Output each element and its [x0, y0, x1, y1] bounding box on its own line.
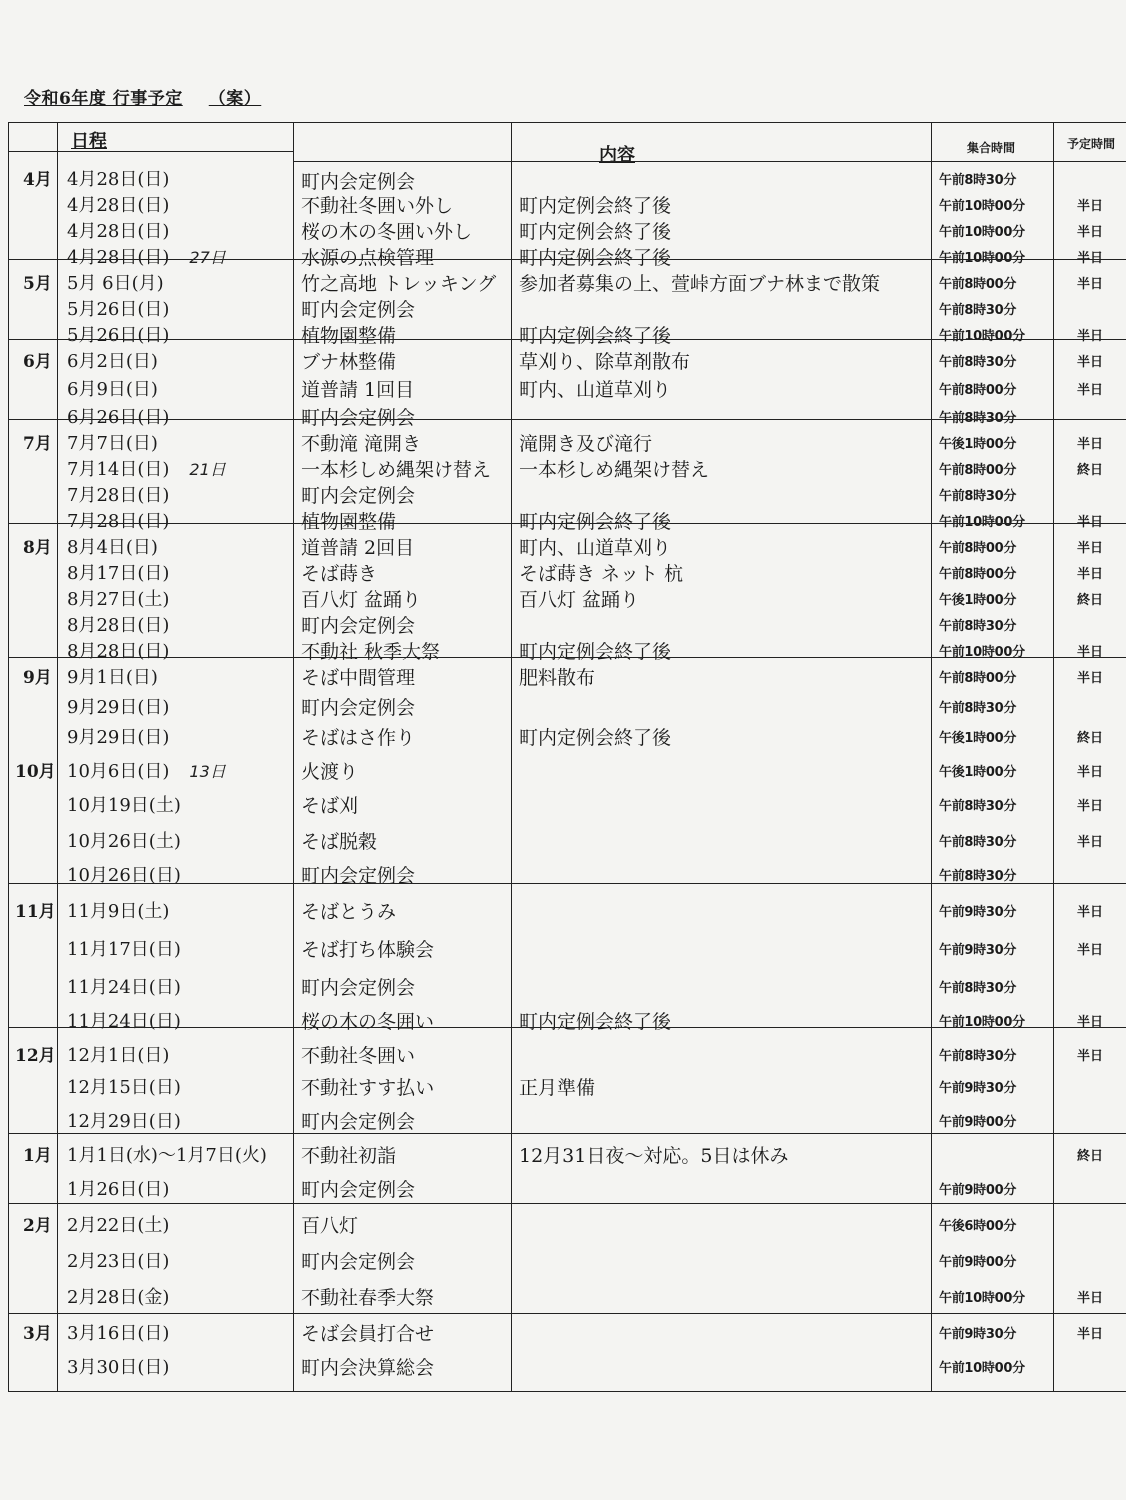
- event-name: 桜の木の冬囲い外し: [301, 221, 473, 243]
- event-name: そばはさ作り: [301, 727, 416, 749]
- column-divider: [293, 123, 294, 1391]
- month-divider: [9, 339, 1126, 340]
- gather-time: 午前9時30分: [939, 905, 1017, 920]
- event-name: そばとうみ: [301, 901, 397, 923]
- planned-duration: 半日: [1077, 1049, 1104, 1064]
- gather-time: 午前8時30分: [939, 173, 1017, 188]
- title-text: 令和6年度 行事予定: [24, 89, 183, 109]
- date-cell: 9月1日(日): [67, 667, 158, 688]
- date-cell: 5月26日(日): [67, 299, 170, 320]
- month-divider: [9, 259, 1126, 260]
- planned-duration: 半日: [1077, 355, 1104, 370]
- header-gather-time: 集合時間: [967, 141, 1016, 155]
- date-cell: 2月22日(土): [67, 1215, 170, 1236]
- date-cell: 11月24日(日): [67, 1011, 181, 1032]
- event-name: 不動滝 滝開き: [301, 433, 422, 455]
- planned-duration: 半日: [1077, 541, 1104, 556]
- gather-time: 午前8時30分: [939, 411, 1017, 426]
- event-detail: 町内定例会終了後: [519, 727, 672, 749]
- date-cell: 8月28日(日): [67, 615, 170, 636]
- date-cell: 4月28日(日) 27日: [67, 247, 226, 268]
- event-name: 百八灯: [301, 1215, 359, 1237]
- gather-time: 午前8時00分: [939, 277, 1017, 292]
- gather-time: 午前8時30分: [939, 489, 1017, 504]
- gather-time: 午前9時30分: [939, 1081, 1017, 1096]
- planned-duration: 半日: [1077, 765, 1104, 780]
- month-label: 1月: [23, 1146, 52, 1166]
- event-detail: 一本杉しめ縄架け替え: [519, 459, 710, 481]
- date-cell: 11月17日(日): [67, 939, 181, 960]
- planned-duration: 終日: [1077, 1149, 1104, 1164]
- event-detail: 町内、山道草刈り: [519, 379, 672, 401]
- planned-duration: 半日: [1077, 225, 1104, 240]
- gather-time: 午前8時30分: [939, 355, 1017, 370]
- month-label: 3月: [23, 1324, 52, 1344]
- gather-time: 午前8時00分: [939, 383, 1017, 398]
- event-name: 桜の木の冬囲い: [301, 1011, 435, 1033]
- date-cell: 7月28日(日): [67, 511, 170, 532]
- planned-duration: 半日: [1077, 943, 1104, 958]
- event-name: そば中間管理: [301, 667, 416, 689]
- event-detail: 町内定例会終了後: [519, 325, 672, 347]
- date-cell: 10月26日(土): [67, 831, 181, 852]
- date-cell: 5月26日(日): [67, 325, 170, 346]
- month-label: 10月: [15, 762, 56, 782]
- date-cell: 8月27日(土): [67, 589, 170, 610]
- month-label: 6月: [23, 352, 52, 372]
- column-divider: [931, 123, 932, 1391]
- month-label: 8月: [23, 538, 52, 558]
- date-cell: 6月9日(日): [67, 379, 158, 400]
- gather-time: 午前9時00分: [939, 1115, 1017, 1130]
- gather-time: 午前8時30分: [939, 1049, 1017, 1064]
- month-divider: [9, 1203, 1126, 1204]
- date-cell: 10月19日(土): [67, 795, 181, 816]
- date-cell: 9月29日(日): [67, 727, 170, 748]
- planned-duration: 半日: [1077, 567, 1104, 582]
- gather-time: 午前8時00分: [939, 567, 1017, 582]
- header-planned-time: 予定時間: [1067, 137, 1116, 151]
- month-divider: [9, 1133, 1126, 1134]
- planned-duration: 終日: [1077, 731, 1104, 746]
- event-detail: そば蒔き ネット 杭: [519, 563, 684, 585]
- gather-time: 午前8時00分: [939, 671, 1017, 686]
- event-name: 町内会定例会: [301, 1251, 416, 1273]
- event-name: 町内会定例会: [301, 697, 416, 719]
- date-cell: 3月30日(日): [67, 1357, 170, 1378]
- event-name: 不動社冬囲い外し: [301, 195, 454, 217]
- date-cell: 12月29日(日): [67, 1111, 181, 1132]
- planned-duration: 半日: [1077, 277, 1104, 292]
- gather-time: 午前10時00分: [939, 329, 1025, 344]
- date-cell: 1月1日(水)～1月7日(火): [67, 1145, 267, 1166]
- planned-duration: 半日: [1077, 835, 1104, 850]
- event-name: そば脱穀: [301, 831, 378, 853]
- schedule-table: [8, 122, 1126, 1392]
- gather-time: 午前8時30分: [939, 799, 1017, 814]
- gather-time: 午後1時00分: [939, 765, 1017, 780]
- date-cell: 7月14日(日) 21日: [67, 459, 226, 480]
- header-divider: [9, 151, 293, 152]
- event-name: 百八灯 盆踊り: [301, 589, 422, 611]
- column-divider: [57, 123, 58, 1391]
- event-name: 町内会定例会: [301, 615, 416, 637]
- event-name: 水源の点検管理: [301, 247, 435, 269]
- gather-time: 午前8時00分: [939, 541, 1017, 556]
- header-schedule: 日程: [71, 131, 107, 152]
- gather-time: 午後1時00分: [939, 593, 1017, 608]
- planned-duration: 半日: [1077, 799, 1104, 814]
- event-detail: 参加者募集の上、萱峠方面ブナ林まで散策: [519, 273, 881, 295]
- gather-time: 午前9時00分: [939, 1183, 1017, 1198]
- month-label: 9月: [23, 668, 52, 688]
- planned-duration: 半日: [1077, 515, 1104, 530]
- planned-duration: 終日: [1077, 463, 1104, 478]
- date-cell: 1月26日(日): [67, 1179, 170, 1200]
- event-name: そば刈: [301, 795, 359, 817]
- date-cell: 7月7日(日): [67, 433, 158, 454]
- event-name: 町内会定例会: [301, 865, 416, 887]
- event-name: そば会員打合せ: [301, 1323, 435, 1345]
- date-cell: 8月4日(日): [67, 537, 158, 558]
- event-detail: 町内定例会終了後: [519, 221, 672, 243]
- planned-duration: 半日: [1077, 1291, 1104, 1306]
- date-cell: 5月 6日(月): [67, 273, 164, 294]
- planned-duration: 半日: [1077, 671, 1104, 686]
- event-name: 町内会決算総会: [301, 1357, 435, 1379]
- event-name: そば打ち体験会: [301, 939, 435, 961]
- handwritten-correction: 13日: [189, 762, 226, 781]
- date-cell: 3月16日(日): [67, 1323, 170, 1344]
- header-divider: [293, 161, 1126, 162]
- event-name: 町内会定例会: [301, 1111, 416, 1133]
- event-name: 不動社すす払い: [301, 1077, 435, 1099]
- title-annotation: （案）: [208, 89, 262, 109]
- event-detail: 町内定例会終了後: [519, 195, 672, 217]
- date-cell: 12月15日(日): [67, 1077, 181, 1098]
- date-cell: 6月26日(日): [67, 407, 170, 428]
- planned-duration: 半日: [1077, 329, 1104, 344]
- date-cell: 10月26日(日): [67, 865, 181, 886]
- gather-time: 午前8時30分: [939, 619, 1017, 634]
- date-cell: 7月28日(日): [67, 485, 170, 506]
- gather-time: 午前8時30分: [939, 303, 1017, 318]
- header-content: 内容: [599, 145, 635, 166]
- month-label: 12月: [15, 1046, 56, 1066]
- gather-time: 午後6時00分: [939, 1219, 1017, 1234]
- column-divider: [1053, 123, 1054, 1391]
- date-cell: 6月2日(日): [67, 351, 158, 372]
- date-cell: 2月23日(日): [67, 1251, 170, 1272]
- planned-duration: 半日: [1077, 199, 1104, 214]
- event-detail: 肥料散布: [519, 667, 596, 689]
- date-cell: 8月28日(日): [67, 641, 170, 662]
- event-detail: 町内定例会終了後: [519, 641, 672, 663]
- month-label: 7月: [23, 434, 52, 454]
- event-detail: 町内定例会終了後: [519, 247, 672, 269]
- event-name: 町内会定例会: [301, 977, 416, 999]
- gather-time: 午前9時30分: [939, 943, 1017, 958]
- document-title: [24, 84, 261, 109]
- event-detail: 正月準備: [519, 1077, 596, 1099]
- date-cell: 4月28日(日): [67, 221, 170, 242]
- handwritten-correction: 21日: [189, 460, 226, 479]
- event-name: 道普請 2回目: [301, 537, 415, 559]
- event-name: 町内会定例会: [301, 1179, 416, 1201]
- event-name: 竹之高地 トレッキング: [301, 273, 497, 295]
- month-divider: [9, 523, 1126, 524]
- month-label: 5月: [23, 274, 52, 294]
- gather-time: 午前8時00分: [939, 463, 1017, 478]
- date-cell: 11月24日(日): [67, 977, 181, 998]
- gather-time: 午前8時30分: [939, 835, 1017, 850]
- planned-duration: 半日: [1077, 1015, 1104, 1030]
- planned-duration: 半日: [1077, 905, 1104, 920]
- event-name: ブナ林整備: [301, 351, 397, 373]
- gather-time: 午前10時00分: [939, 645, 1025, 660]
- event-name: 町内会定例会: [301, 485, 416, 507]
- month-label: 4月: [23, 170, 52, 190]
- event-name: 不動社春季大祭: [301, 1287, 435, 1309]
- event-name: 不動社 秋季大祭: [301, 641, 441, 663]
- event-name: 町内会定例会: [301, 407, 416, 429]
- gather-time: 午後1時00分: [939, 731, 1017, 746]
- date-cell: 10月6日(日) 13日: [67, 761, 226, 782]
- date-cell: 8月17日(日): [67, 563, 170, 584]
- event-name: 火渡り: [301, 761, 359, 783]
- event-name: 不動社冬囲い: [301, 1045, 416, 1067]
- month-divider: [9, 883, 1126, 884]
- event-detail: 草刈り、除草剤散布: [519, 351, 691, 373]
- gather-time: 午前10時00分: [939, 1291, 1025, 1306]
- column-divider: [511, 123, 512, 1391]
- event-detail: 12月31日夜～対応。5日は休み: [519, 1145, 789, 1167]
- date-cell: 2月28日(金): [67, 1287, 170, 1308]
- event-name: 植物園整備: [301, 325, 397, 347]
- event-name: そば蒔き: [301, 563, 378, 585]
- event-name: 不動社初詣: [301, 1145, 397, 1167]
- planned-duration: 半日: [1077, 645, 1104, 660]
- date-cell: 4月28日(日): [67, 195, 170, 216]
- event-detail: 町内定例会終了後: [519, 1011, 672, 1033]
- planned-duration: 半日: [1077, 437, 1104, 452]
- planned-duration: 半日: [1077, 383, 1104, 398]
- gather-time: 午前8時30分: [939, 701, 1017, 716]
- event-name: 道普請 1回目: [301, 379, 415, 401]
- date-cell: 11月9日(土): [67, 901, 170, 922]
- month-divider: [9, 419, 1126, 420]
- gather-time: 午前10時00分: [939, 225, 1025, 240]
- planned-duration: 半日: [1077, 251, 1104, 266]
- event-detail: 町内定例会終了後: [519, 511, 672, 533]
- event-detail: 町内、山道草刈り: [519, 537, 672, 559]
- gather-time: 午前9時30分: [939, 1327, 1017, 1342]
- planned-duration: 終日: [1077, 593, 1104, 608]
- gather-time: 午前10時00分: [939, 1361, 1025, 1376]
- gather-time: 午前8時30分: [939, 981, 1017, 996]
- date-cell: 12月1日(日): [67, 1045, 170, 1066]
- event-detail: 百八灯 盆踊り: [519, 589, 640, 611]
- month-label: 11月: [15, 902, 56, 922]
- event-name: 町内会定例会: [301, 299, 416, 321]
- gather-time: 午前8時30分: [939, 869, 1017, 884]
- gather-time: 午後1時00分: [939, 437, 1017, 452]
- month-divider: [9, 1027, 1126, 1028]
- gather-time: 午前10時00分: [939, 515, 1025, 530]
- event-name: 植物園整備: [301, 511, 397, 533]
- gather-time: 午前10時00分: [939, 1015, 1025, 1030]
- handwritten-correction: 27日: [189, 248, 226, 267]
- month-divider: [9, 657, 1126, 658]
- gather-time: 午前10時00分: [939, 199, 1025, 214]
- event-name: 町内会定例会: [301, 171, 416, 193]
- event-detail: 滝開き及び滝行: [519, 433, 653, 455]
- month-divider: [9, 1313, 1126, 1314]
- gather-time: 午前9時00分: [939, 1255, 1017, 1270]
- planned-duration: 半日: [1077, 1327, 1104, 1342]
- date-cell: 4月28日(日): [67, 169, 170, 190]
- gather-time: 午前10時00分: [939, 251, 1025, 266]
- month-label: 2月: [23, 1216, 52, 1236]
- event-name: 一本杉しめ縄架け替え: [301, 459, 492, 481]
- date-cell: 9月29日(日): [67, 697, 170, 718]
